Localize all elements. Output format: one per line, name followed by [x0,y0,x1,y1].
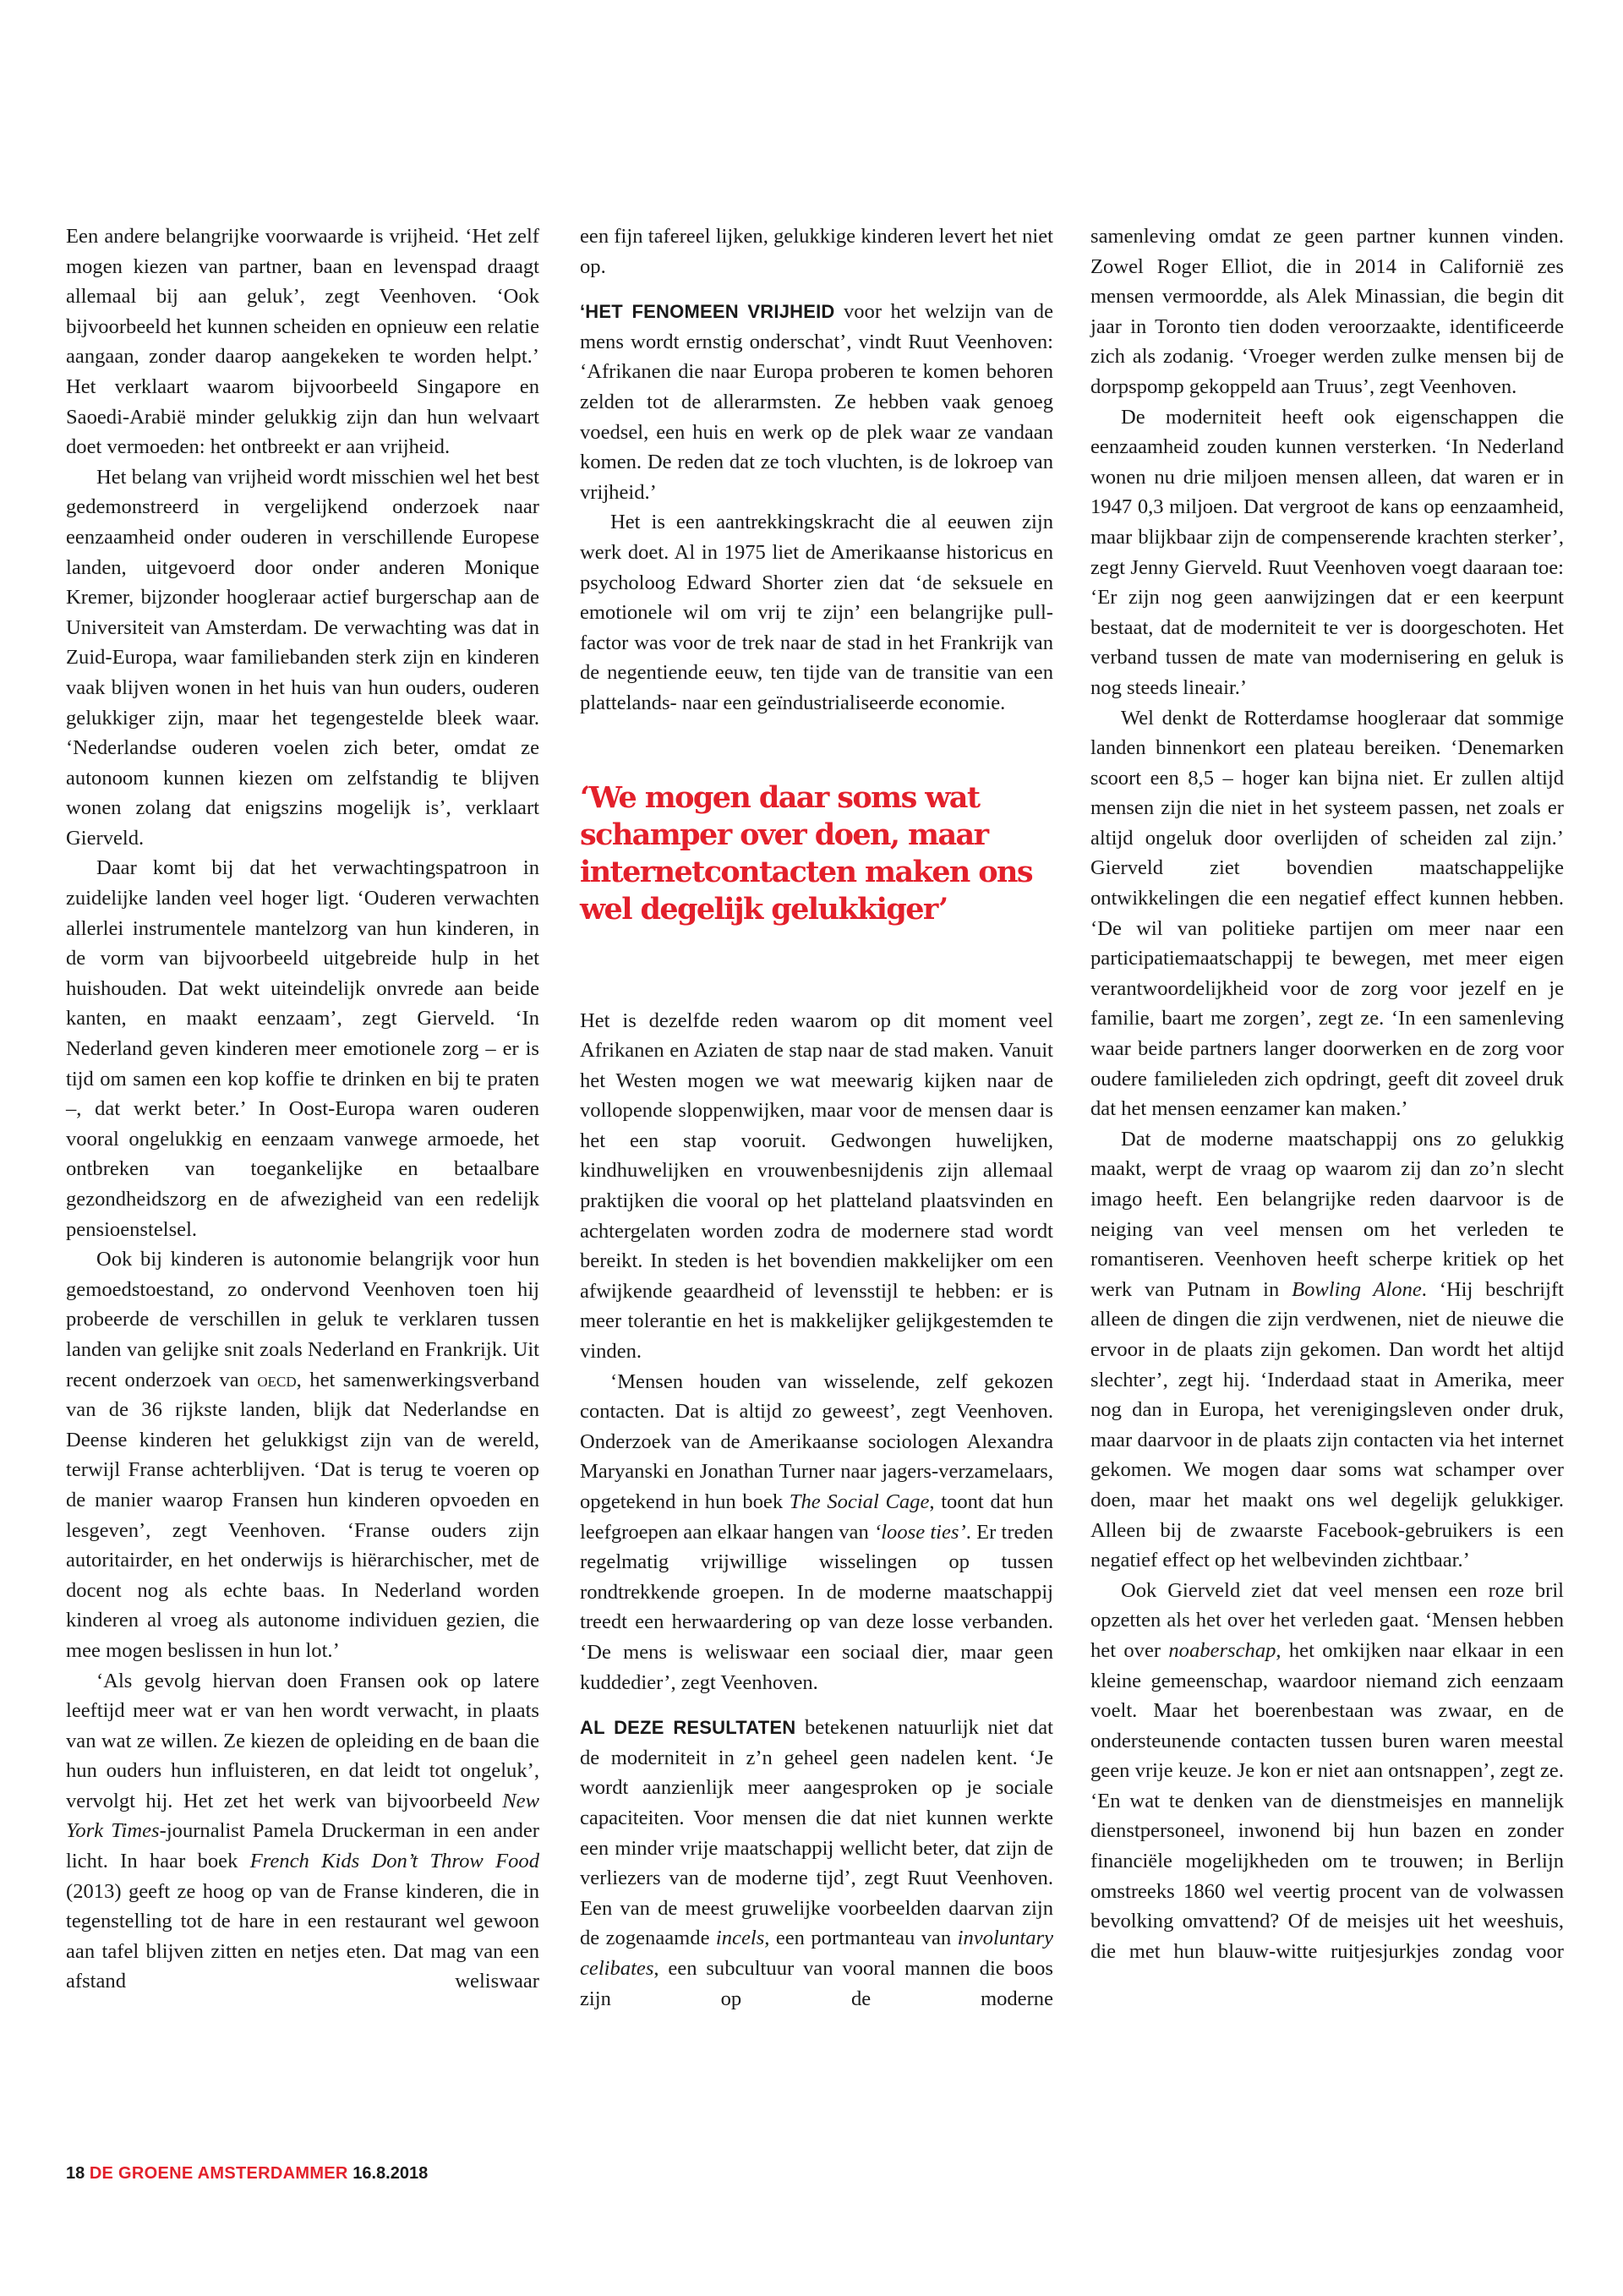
text-run: Dat de moderne maatschappij ons zo gelukkig maakt, werpt de vraag op waarom zij dan zo’n slecht imago heeft. Een belangrijke reden daarvoor is de neiging van veel mensen om het verleden te romantiseren. Veenhoven heeft scherpe kritiek op het werk van Putnam in [1090,1127,1564,1301]
italic-text: noaberschap, [1168,1638,1281,1662]
paragraph [1090,1576,1564,1967]
text-run: -journalist Pamela Druckerman in een ander licht. In haar boek [66,1819,539,1873]
italic-text: incels, [715,1927,770,1950]
paragraph [580,507,1053,718]
italic-text: ‘loose ties’ [874,1520,966,1544]
text-run: Het belang van vrijheid wordt misschien wel het best gedemonstreerd in vergelijkend onderzoek naar eenzaamheid onder ouderen in verschillende Europese landen, uitgevoerd door onder anderen Monique Kremer, bijzonder hoogleraar actief burgerschap aan de Universiteit van Amsterdam. De verwachting was dat in Zuid-Europa, waar familiebanden sterk zijn en kinderen vaak blijven wonen in het huis van hun ouders, ouderen gelukkiger zijn, maar het tegengestelde bleek waar. ‘Nederlandse ouderen voelen zich beter, omdat ze autonoom kunnen kiezen om zelfstandig te blijven wonen zolang dat enigszins mogelijk is’, verklaart Gierveld. [66,465,539,850]
paragraph [66,853,539,1244]
text-run: ‘Als gevolg hiervan doen Fransen ook op latere leeftijd meer wat er van hen wordt verwacht, in plaats van wat ze willen. Ze kiezen de opleiding en de baan die hun ouders hun influisteren, en dat leidt tot ongeluk’, vervolgt hij. Het zet het werk van bijvoorbeeld [66,1669,539,1812]
paragraph [66,1244,539,1665]
paragraph [580,1367,1053,1698]
text-run: Een andere belangrijke voorwaarde is vrijheid. ‘Het zelf mogen kiezen van partner, baan en levenspad draagt allemaal bij aan geluk’, zegt Veenhoven. ‘Ook bijvoorbeeld het kunnen scheiden en opnieuw een relatie aangaan, zonder daarop aangekeken te worden helpt.’ Het verklaart waarom bijvoorbeeld Singapore en Saoedi-Arabië minder gelukkig zijn dan hun welvaart doet vermoeden: het ontbreekt er aan vrijheid. [66,225,539,459]
text-run: ‘Mensen houden van wisselende, zelf gekozen contacten. Dat is altijd zo geweest’, zegt Veenhoven. Onderzoek van de Amerikaanse sociologen Alexandra Maryanski en Jonathan Turner naar jagers-verzamelaars, opgetekend in hun boek [580,1369,1053,1513]
paragraph [580,221,1053,282]
article-column-1 [66,221,539,1997]
article-column-2 [580,221,1053,2014]
text-run: , een subcultuur van vooral mannen die boos zijn op de moderne [580,1956,1053,2010]
paragraph [1090,402,1564,703]
text-run: De moderniteit heeft ook eigenschappen die eenzaamheid zouden kunnen versterken. ‘In Nederland wonen nu drie miljoen mensen alleen, dat waren er in 1947 0,3 miljoen. Dat vergroot de kans op eenzaamheid, maar blijkbaar zijn de compenserende krachten sterker’, zegt Jenny Gierveld. Ruut Veenhoven voegt daaraan toe: ‘Er zijn nog geen aanwijzingen dat er een keerpunt bestaat, dat de moderniteit te ver is doorgeschoten. Het verband tussen de mate van modernisering en geluk is nog steeds lineair.’ [1090,405,1564,699]
italic-text: Bowling Alone [1292,1277,1422,1301]
paragraph [1090,221,1564,402]
text-run: Ook bij kinderen is autonomie belangrijk voor hun gemoedstoestand, zo ondervond Veenhoven toen hij probeerde de verschillen in geluk te verklaren tussen landen van gelijke snit zoals Nederland en Frankrijk. Uit recent onderzoek van [66,1248,539,1391]
text-run: Het is dezelfde reden waarom op dit moment veel Afrikanen en Aziaten de stap naar de stad maken. Vanuit het Westen mogen we wat meewarig kijken naar de vollopende sloppenwijken, maar voor de mensen daar is het een stap vooruit. Gedwongen huwelijken, kindhuwelijken en vrouwenbesnijdenis zijn allemaal praktijken die vooral op het platteland plaatsvinden en achtergelaten worden zodra de modernere stad wordt bereikt. In steden is het bovendien makkelijker om een afwijkende geaardheid of levensstijl te hebben: er is meer tolerantie en het is makkelijker gelijkgestemden te vinden. [580,1009,1053,1364]
page-number: 18 [66,2164,85,2183]
publication-name: DE GROENE AMSTERDAMMER [89,2164,348,2183]
text-run: Het is een aantrekkingskracht die al eeuwen zijn werk doet. Al in 1975 liet de Amerikaanse historicus en psycholoog Edward Shorter zien dat ‘de seksuele en emotionele wil om vrij te zijn’ een belangrijke pull-factor was voor de trek naar de stad in het Frankrijk van de negentiende eeuw, ten tijde van de transitie van een plattelands- naar een geïndustrialiseerde economie. [580,511,1053,714]
article-column-3 [1090,221,1564,1966]
text-run: oecd [257,1368,297,1391]
paragraph [580,297,1053,507]
text-run: betekenen natuurlijk niet dat de moderniteit in z’n geheel geen nadelen kent. ‘Je wordt aanzienlijk meer aangesproken op je sociale capaciteiten. Voor mensen die dat niet kunnen werkte een minder vrije maatschappij wellicht beter, dat zijn de verliezers van de moderne tijd’, zegt Ruut Veenhoven. Een van de meest gruwelijke voorbeelden daarvan zijn de zogenaamde [580,1716,1054,1950]
paragraph [580,1713,1053,2014]
text-run: een fijn tafereel lijken, gelukkige kinderen levert het niet op. [580,225,1053,278]
paragraph-lead: ‘HET FENOMEEN VRIJHEID [580,301,835,323]
text-run: ‘We mogen daar soms wat schamper over doen, maar internetcontacten maken ons wel degelijk gelukkiger’ [580,779,1032,927]
text-run: een portmanteau van [769,1927,958,1950]
paragraph [1090,703,1564,1124]
paragraph [66,462,539,854]
italic-text: The Social Cage [789,1490,930,1513]
text-run: Daar komt bij dat het verwachtingspatroon in zuidelijke landen veel hoger ligt. ‘Ouderen verwachten allerlei instrumentele mantelzorg van hun kinderen, in de vorm van bijvoorbeeld uitgebreide hulp in het huishouden. Dat wekt uiteindelijk onvrede aan beide kanten, en maakt eenzaam’, zegt Gierveld. ‘In Nederland geven kinderen meer emotionele zorg – er is tijd om samen een kop koffie te drinken en bij te praten –, dat werkt beter.’ In Oost-Europa waren ouderen vooral ongelukkig en eenzaam vanwege armoede, het ontbreken van toegankelijke en betaalbare gezondheidszorg en de afwezigheid van een redelijk pensioenstelsel. [66,856,539,1241]
paragraph [580,1006,1053,1367]
text-run: Ook Gierveld ziet dat veel mensen een roze bril opzetten als het over het verleden gaat. ‘Mensen hebben het over [1090,1578,1564,1662]
issue-date: 16.8.2018 [352,2164,429,2183]
text-run: het omkijken naar elkaar in een kleine gemeenschap, waardoor niemand zich eenzaam voelt. Maar het boerenbestaan was zwaar, en de ondersteunende contacten tussen buren waren meestal geen vrije keuze. Je kon er niet aan ontsnappen’, zegt ze. ‘En wat te denken van de dienstmeisjes en mannelijk dienstpersoneel, inwonend bij hun bazen en zonder financiële mogelijkheden om te trouwen; in Berlijn omstreeks 1860 wel veertig procent van de volwassen bevolking omvattend? Of de meisjes uit het weeshuis, die met hun blauw-witte ruitjesjurkjes zondag voor [1090,1638,1564,1963]
paragraph [66,1666,539,1998]
italic-text: French Kids Don’t Throw Food [249,1850,539,1873]
text-run: . ‘Hij beschrijft alleen de dingen die zijn verdwenen, niet de nieuwe die ervoor in de plaats zijn gekomen. Dan wordt het altijd slechter’, zegt hij. ‘Inderdaad staat in Amerika, meer nog dan in Europa, het verenigingsleven onder druk, maar daarvoor in de plaats zijn contacten via het internet gekomen. We mogen daar soms wat schamper over doen, maar het maakt ons wel degelijk gelukkiger. Alleen bij de zwaarste Facebook-gebruikers is een negatief effect op het welbevinden zichtbaar.’ [1090,1277,1564,1572]
paragraph-lead: AL DEZE RESULTATEN [580,1717,796,1739]
text-run: , toont dat hun leefgroepen aan elkaar hangen van [580,1490,1053,1544]
text-run: , het samenwerkingsverband van de 36 rijkste landen, blijk dat Nederlandse en Deense kinderen het gelukkigst zijn van de wereld, terwijl Franse achterblijven. ‘Dat is terug te voeren op de manier waarop Fransen hun kinderen opvoeden en lesgeven’, zegt Veenhoven. ‘Franse ouders zijn autoritairder, en het onderwijs is hiërarchischer, met de docent nog als echte baas. In Nederland worden kinderen al vroeg als autonome individuen gezien, die mee mogen beslissen in hun lot.’ [66,1368,539,1662]
paragraph [66,221,539,462]
text-run: Wel denkt de Rotterdamse hoogleraar dat sommige landen binnenkort een plateau bereiken. ‘Denemarken scoort een 8,5 – hoger kan bijna niet. Er zullen altijd mensen zijn die niet in het systeem passen, net zoals er altijd ongeluk door overlijden of scheiden zal zijn.’ Gierveld ziet bovendien maatschappelijke ontwikkelingen die een negatief effect kunnen hebben. ‘De wil van politieke partijen om meer naar een participatiemaatschappij te bewegen, met meer eigen verantwoordelijkheid voor de zorg voor jezelf en je familie, baart me zorgen’, zegt ze. ‘In een samenleving waar beide partners langer doorwerken en de zorg voor oudere familieleden zich opdringt, geeft dit zoveel druk dat het mensen eenzamer kan maken.’ [1090,706,1564,1121]
italic-text: New York Times [66,1789,539,1843]
paragraph [1090,1124,1564,1576]
text-run: (2013) geeft ze hoog op van de Franse kinderen, die in tegenstelling tot de hare in een restaurant wel gewoon aan tafel blijven zitten en netjes eten. Dat mag van een afstand weliswaar [66,1879,539,1993]
text-run: . Er treden regelmatig vrijwillige wisselingen op tussen rondtrekkende groepen. In de moderne maatschappij treedt een herwaardering op van deze losse verbanden. ‘De mens is weliswaar een sociaal dier, maar geen kuddedier’, zegt Veenhoven. [580,1520,1053,1694]
pull-quote [580,779,1053,928]
page-footer [66,2164,428,2184]
text-run: samenleving omdat ze geen partner kunnen vinden. Zowel Roger Elliot, die in 2014 in Californië zes mensen vermoordde, als Alek Minassian, die begin dit jaar in Toronto tien doden veroorzaakte, identificeerde zich als zodanig. ‘Vroeger werden zulke mensen bij de dorpspomp gekoppeld aan Truus’, zegt Veenhoven. [1090,225,1564,398]
text-run: voor het welzijn van de mens wordt ernstig onderschat’, vindt Ruut Veenhoven: ‘Afrikanen die naar Europa proberen te komen behoren zelden tot de allerarmsten. Ze hebben vaak genoeg voedsel, een huis en werk op de plek waar ze vandaan komen. De reden dat ze toch vluchten, is de lokroep van vrijheid.’ [580,300,1053,504]
italic-text: involuntary celibates [580,1927,1053,1980]
